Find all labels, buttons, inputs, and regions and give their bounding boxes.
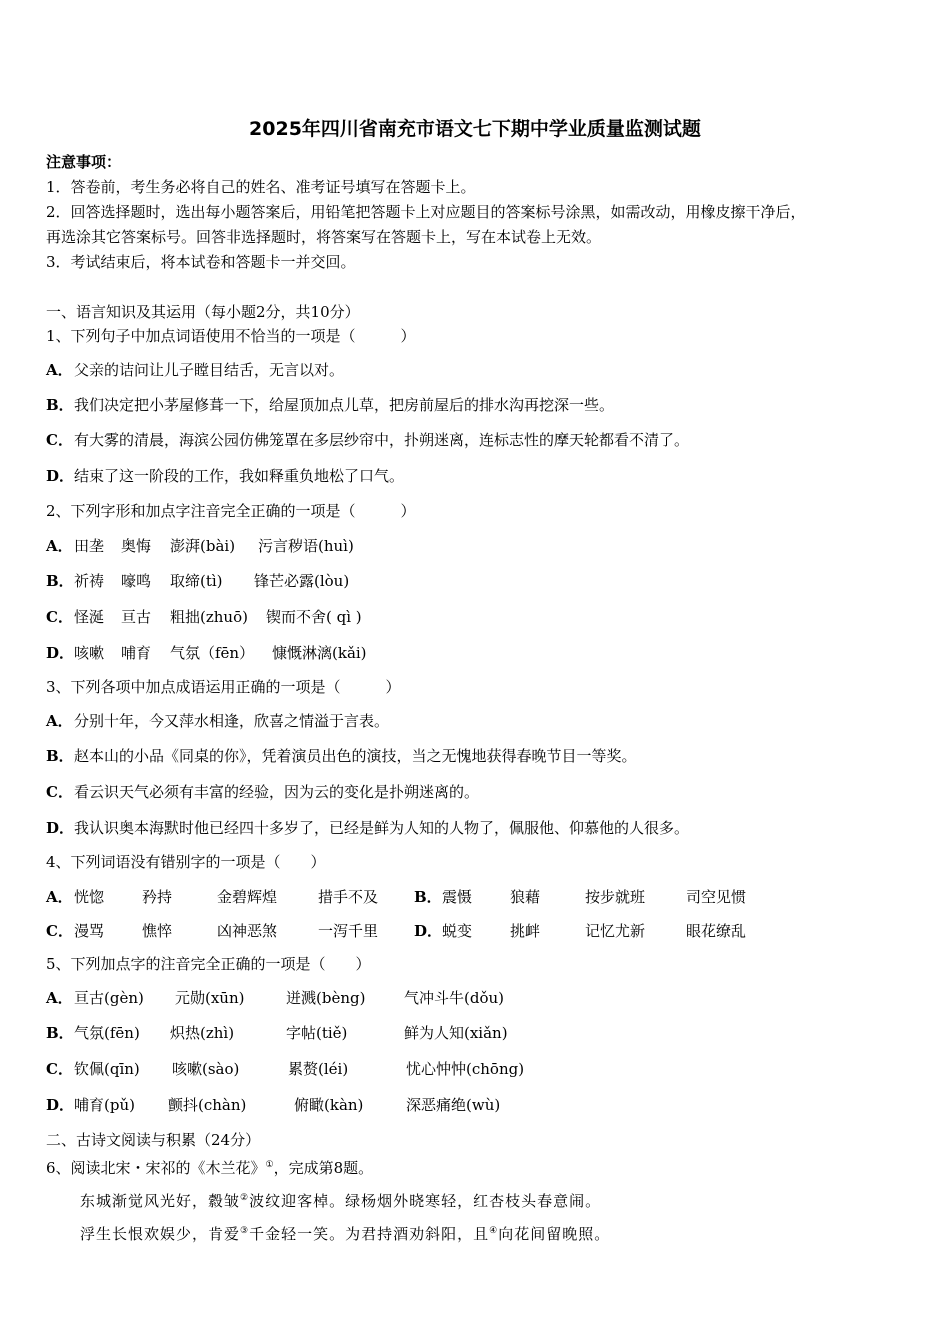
option-word: 矜持 [142, 888, 173, 906]
option-text: 分别十年，今又萍水相逢，欣喜之情溢于言表。 [74, 712, 390, 730]
option-word: 锋芒必露(lòu) [254, 572, 350, 590]
option-word: 怪涎 [74, 608, 105, 626]
option-word: 钦佩(qīn) [74, 1060, 140, 1078]
option-word: 记忆尤新 [585, 922, 646, 940]
option-word: 哺育 [121, 644, 152, 662]
option-letter: C． [46, 1060, 73, 1078]
page-title: 2025年四川省南充市语文七下期中学业质量监测试题 [249, 118, 701, 140]
option-letter: D． [46, 644, 75, 662]
question-stem: 6、阅读北宋・宋祁的《木兰花》①，完成第8题。 [46, 1159, 374, 1177]
option-word: 字帖(tiě) [286, 1024, 348, 1042]
option-word: 司空见惯 [686, 888, 747, 906]
option-line [46, 746, 637, 766]
option-text: 看云识天气必须有丰富的经验，因为云的变化是扑朔迷离的。 [74, 783, 480, 801]
option-letter: B． [46, 747, 74, 765]
option-letter: B． [46, 572, 74, 590]
option-line [46, 818, 689, 838]
option-letter: C． [46, 922, 73, 940]
option-word: 恍惚 [74, 888, 105, 906]
section-heading: 二、古诗文阅读与积累（24分） [46, 1131, 261, 1149]
option-text: 赵本山的小品《同桌的你》，凭着演员出色的演技，当之无愧地获得春晚节目一等奖。 [74, 747, 637, 765]
option-letter: A． [46, 361, 73, 379]
notice-item: 2．回答选择题时，选出每小题答案后，用铅笔把答题卡上对应题目的答案标号涂黑，如需改动，用橡皮擦干净后， [46, 203, 806, 221]
option-word: 憔悴 [142, 922, 173, 940]
option-line [46, 711, 389, 731]
option-letter: A． [46, 712, 73, 730]
question-stem: 3、下列各项中加点成语运用正确的一项是（ ） [46, 678, 401, 696]
section-heading: 一、语言知识及其运用（每小题2分，共10分） [46, 303, 360, 321]
footnote-marker: ① [265, 1160, 274, 1170]
option-word: 鲜为人知(xiǎn) [404, 1024, 508, 1042]
option-text: 我认识奥本海默时他已经四十多岁了，已经是鲜为人知的人物了，佩服他、仰慕他的人很多。 [74, 819, 690, 837]
option-text: 父亲的诘问让儿子瞠目结舌，无言以对。 [74, 361, 345, 379]
notice-item: 3．考试结束后，将本试卷和答题卡一并交回。 [46, 253, 356, 271]
notice-heading: 注意事项： [46, 153, 122, 171]
option-line [46, 466, 404, 486]
option-word: 一泻千里 [318, 922, 379, 940]
option-text: 我们决定把小茅屋修葺一下，给屋顶加点儿草，把房前屋后的排水沟再挖深一些。 [74, 396, 615, 414]
option-word: 狼藉 [510, 888, 541, 906]
option-word: 按步就班 [585, 888, 646, 906]
option-letter: D． [414, 922, 443, 940]
option-letter: A． [46, 888, 73, 906]
option-word: 取缔(tì) [170, 572, 223, 590]
option-line [46, 782, 479, 802]
footnote-marker: ④ [489, 1226, 499, 1236]
option-letter: D． [46, 467, 75, 485]
option-word: 嚎鸣 [121, 572, 152, 590]
question-stem: 1、下列句子中加点词语使用不恰当的一项是（ ） [46, 327, 416, 345]
option-letter: B． [46, 1024, 74, 1042]
question-stem: 5、下列加点字的注音完全正确的一项是（ ） [46, 955, 371, 973]
option-letter: A． [46, 537, 73, 555]
option-word: 俯瞰(kàn) [294, 1096, 364, 1114]
option-word: 澎湃(bài) [170, 537, 236, 555]
footnote-marker: ③ [240, 1226, 250, 1236]
option-word: 祈祷 [74, 572, 105, 590]
option-word: 哺育(pǔ) [74, 1096, 135, 1114]
option-word: 气冲斗牛(dǒu) [404, 989, 504, 1007]
option-word: 挑衅 [510, 922, 541, 940]
option-word: 累赘(léi) [288, 1060, 349, 1078]
option-word: 咳嗽(sào) [172, 1060, 240, 1078]
poem-line: 东城渐觉风光好，縠皱②波纹迎客棹。绿杨烟外晓寒轻，红杏枝头春意闹。 [80, 1192, 602, 1210]
option-line [46, 360, 344, 380]
option-word: 迸溅(bèng) [286, 989, 366, 1007]
option-text: 结束了这一阶段的工作，我如释重负地松了口气。 [74, 467, 405, 485]
option-word: 奥悔 [121, 537, 152, 555]
option-word: 元勋(xūn) [175, 989, 245, 1007]
option-word: 亘古(gèn) [74, 989, 144, 1007]
option-letter: B． [46, 396, 74, 414]
option-text: 有大雾的清晨，海滨公园仿佛笼罩在多层纱帘中，扑朔迷离，连标志性的摩天轮都看不清了。 [74, 431, 690, 449]
option-word: 措手不及 [318, 888, 379, 906]
option-word: 蜕变 [442, 922, 473, 940]
option-word: 颤抖(chàn) [168, 1096, 247, 1114]
option-word: 气氛(fēn) [74, 1024, 140, 1042]
option-word: 眼花缭乱 [686, 922, 747, 940]
option-word: 漫骂 [74, 922, 105, 940]
option-word: 忧心忡忡(chōng) [406, 1060, 525, 1078]
notice-item: 1．答卷前，考生务必将自己的姓名、准考证号填写在答题卡上。 [46, 178, 476, 196]
option-letter: B． [414, 888, 442, 906]
option-line [46, 430, 689, 450]
option-word: 炽热(zhì) [170, 1024, 235, 1042]
option-word: 污言秽语(huì) [258, 537, 354, 555]
question-stem: 2、下列字形和加点字注音完全正确的一项是（ ） [46, 502, 416, 520]
option-word: 咳嗽 [74, 644, 105, 662]
option-letter: C． [46, 783, 73, 801]
option-word: 慷慨淋漓(kǎi) [272, 644, 367, 662]
option-word: 粗拙(zhuō) [170, 608, 248, 626]
option-word: 深恶痛绝(wù) [406, 1096, 501, 1114]
option-letter: C． [46, 431, 73, 449]
option-word: 田垄 [74, 537, 105, 555]
option-word: 凶神恶煞 [217, 922, 278, 940]
option-line [46, 395, 614, 415]
option-letter: A． [46, 989, 73, 1007]
option-letter: D． [46, 819, 75, 837]
option-word: 震慑 [442, 888, 473, 906]
option-letter: D． [46, 1096, 75, 1114]
option-letter: C． [46, 608, 73, 626]
option-word: 金碧辉煌 [217, 888, 278, 906]
footnote-marker: ② [240, 1193, 250, 1203]
question-stem: 4、下列词语没有错别字的一项是（ ） [46, 853, 326, 871]
option-word: 亘古 [121, 608, 152, 626]
notice-item: 再选涂其它答案标号。回答非选择题时，将答案写在答题卡上，写在本试卷上无效。 [46, 228, 602, 246]
poem-line: 浮生长恨欢娱少，肯爱③千金轻一笑。为君持酒劝斜阳，且④向花间留晚照。 [80, 1225, 611, 1243]
option-word: 气氛（fēn） [170, 644, 255, 662]
option-word: 锲而不舍( qì ) [266, 608, 362, 626]
